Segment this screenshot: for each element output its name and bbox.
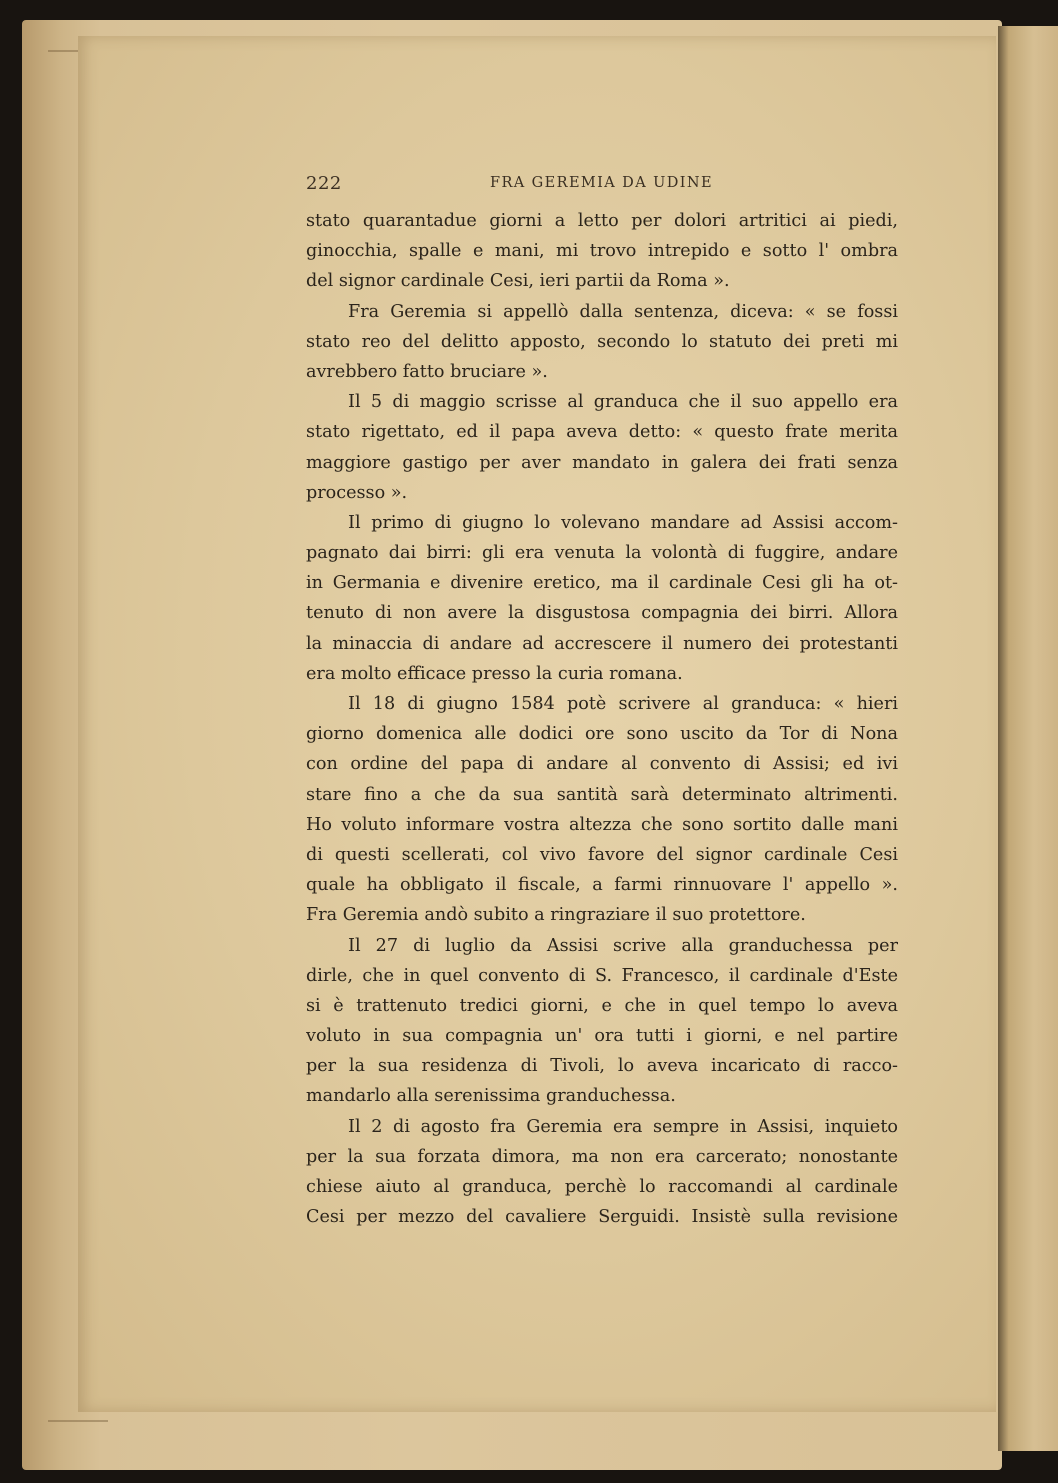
text-line: in Germania e divenire eretico, ma il cardinale Cesi gli ha ot-	[306, 573, 898, 594]
text-line: processo ».	[306, 482, 408, 503]
running-head	[306, 173, 896, 197]
text-line: dirle, che in quel convento di S. Francesco, il cardinale d'Este	[306, 965, 898, 986]
text-line: Il 27 di luglio da Assisi scrive alla granduchessa per	[348, 935, 898, 956]
facing-page-edge	[998, 26, 1058, 1451]
text-line: per la sua forzata dimora, ma non era carcerato; nonostante	[306, 1146, 898, 1167]
text-line: stato quarantadue giorni a letto per dolori artritici ai piedi,	[306, 211, 898, 231]
text-line: con ordine del papa di andare al convento di Assisi; ed ivi	[306, 754, 898, 775]
text-line: Il 5 di maggio scrisse al granduca che il suo appello era	[348, 392, 898, 413]
text-line: Cesi per mezzo del cavaliere Serguidi. Insistè sulla revisione	[306, 1207, 898, 1228]
text-line: pagnato dai birri: gli era venuta la volontà di fuggire, andare	[306, 543, 898, 564]
text-line: avrebbero fatto bruciare ».	[306, 361, 548, 382]
running-title: FRA GEREMIA DA UDINE	[490, 175, 713, 191]
body-text	[306, 206, 898, 1232]
text-line: Il 18 di giugno 1584 potè scrivere al granduca: « hieri	[348, 694, 898, 714]
text-line: stare fino a che da sua santità sarà determinato altrimenti.	[306, 784, 898, 805]
text-line: di questi scellerati, col vivo favore del signor cardinale Cesi	[306, 844, 898, 865]
text-line: voluto in sua compagnia un' ora tutti i giorni, e nel partire	[306, 1026, 898, 1047]
text-line: la minaccia di andare ad accrescere il numero dei protestanti	[306, 633, 898, 654]
text-line: quale ha obbligato il fiscale, a farmi rinnuovare l' appello ».	[306, 875, 898, 896]
text-line: ginocchia, spalle e mani, mi trovo intrepido e sotto l' ombra	[306, 241, 898, 262]
text-line: Fra Geremia si appellò dalla sentenza, diceva: « se fossi	[348, 301, 898, 322]
page-edge	[48, 1420, 108, 1422]
text-line: Ho voluto informare vostra altezza che sono sortito dalle mani	[306, 814, 898, 835]
text-line: maggiore gastigo per aver mandato in galera dei frati senza	[306, 452, 898, 473]
text-line: Fra Geremia andò subito a ringraziare il suo protettore.	[306, 905, 806, 926]
text-line: stato reo del delitto apposto, secondo lo statuto dei preti mi	[306, 331, 898, 352]
text-line: Il primo di giugno lo volevano mandare ad Assisi accom-	[348, 512, 898, 533]
text-line: tenuto di non avere la disgustosa compagnia dei birri. Allora	[306, 603, 898, 624]
text-line: Il 2 di agosto fra Geremia era sempre in Assisi, inquieto	[348, 1116, 898, 1137]
text-line: per la sua residenza di Tivoli, lo aveva incaricato di racco-	[306, 1056, 898, 1077]
page-number: 222	[306, 173, 342, 194]
text-line: giorno domenica alle dodici ore sono uscito da Tor di Nona	[306, 724, 898, 745]
text-line: del signor cardinale Cesi, ieri partii da Roma ».	[306, 271, 730, 292]
text-line: si è trattenuto tredici giorni, e che in quel tempo lo aveva	[306, 995, 898, 1016]
text-line: stato rigettato, ed il papa aveva detto: « questo frate merita	[306, 422, 898, 443]
text-line: chiese aiuto al granduca, perchè lo raccomandi al cardinale	[306, 1177, 898, 1197]
text-line: era molto efficace presso la curia romana.	[306, 663, 683, 684]
text-line: mandarlo alla serenissima granduchessa.	[306, 1086, 676, 1107]
